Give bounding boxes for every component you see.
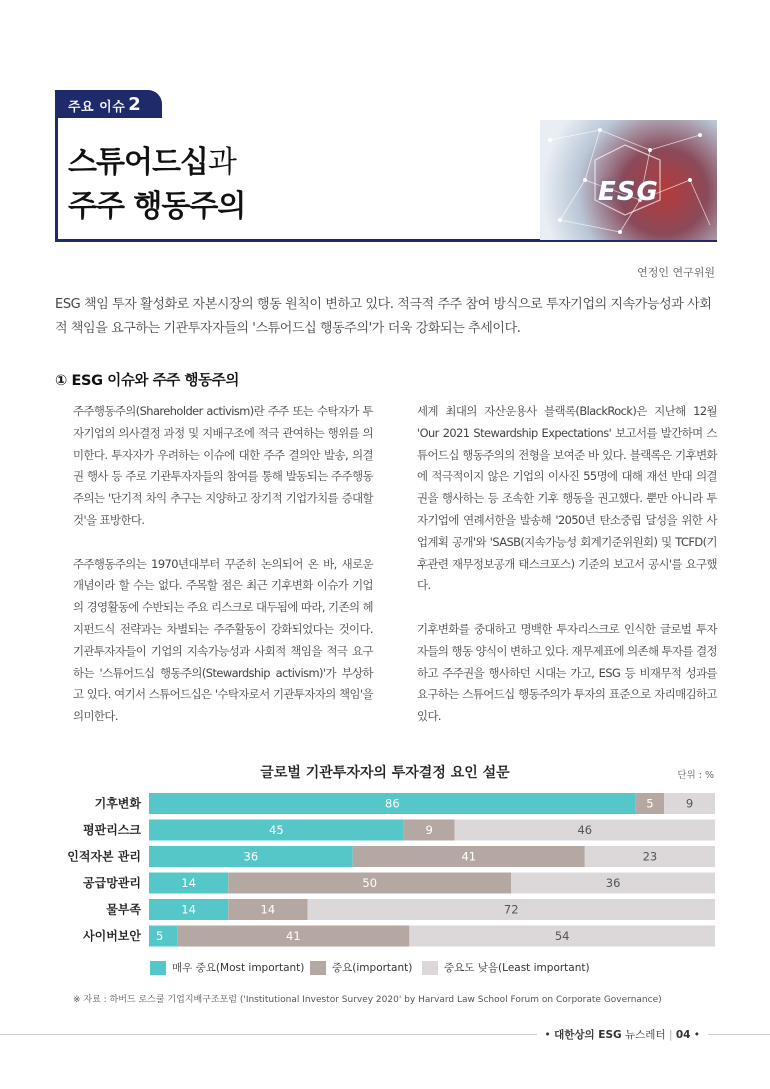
issue-tag-label: 주요 이슈 <box>68 100 126 115</box>
legend-item-least-important <box>422 960 590 975</box>
legend-item-most-important <box>150 960 304 975</box>
footer-newsletter: 뉴스레터 <box>625 1029 666 1041</box>
legend-item-important <box>310 960 412 975</box>
bar-value-label: 9 <box>425 823 433 837</box>
footer-bullet-right: • <box>693 1029 700 1041</box>
bar-value-label: 36 <box>243 849 259 864</box>
esg-hero-label: ESG <box>598 177 659 207</box>
stacked-bar-chart <box>0 785 770 950</box>
right-paragraph-1: 세계 최대의 자산운용사 블랙록(BlackRock)은 지난해 12월 'Our 2021 Stewardship Expectations' 보고서를 발간하며 스튜어드십 행동주의의 전형을 보여준 바 있다. 블랙록은 기후변화에 적극적이지 않은 기업의 이사진 55명에 대해 재선 반대 의결권을 행사하는 등 조속한 기후 행동을 권고했다. 뿐만 아니라 투자기업에 연례서한을 발송해 '2050년 탄소중립 달성을 위한 사업계획 공개'와 'SASB(지속가능성 회계기준위원회) 및 TCFD(기후관련 재무정보공개 태스크포스) 기준의 보고서 공시'를 요구했다. <box>417 404 717 593</box>
legend-label-most-important: 매우 중요(Most important) <box>172 962 305 974</box>
legend-swatch-least-important <box>422 961 438 975</box>
title-line1-bold: 스튜어드십 <box>68 145 208 180</box>
chart-source: ※ 자료 : 하버드 로스쿨 기업지배구조포럼 ('Institutional Investor Survey 2020' by Harvard Law School Forum on Corporate Governance) <box>73 995 662 1005</box>
bar-value-label: 86 <box>385 796 400 811</box>
category-label: 공급망관리 <box>83 876 141 890</box>
bar-value-label: 5 <box>646 796 654 811</box>
footer-bullet-left: • <box>544 1029 551 1041</box>
bar-value-label: 72 <box>503 902 519 917</box>
bar-value-label: 5 <box>156 929 164 943</box>
left-paragraph-1: 주주행동주의(Shareholder activism)란 주주 또는 수탁자가 투자기업의 의사결정 과정 및 지배구조에 적극 관여하는 행위를 의미한다. 투자자가 우려하는 이슈에 대한 주주 결의안 발송, 의결권 행사 등 주로 기관투자자들의 참여를 통해 발동되는 주주행동주의는 '단기적 차익 추구는 지양하고 장기적 기업가치를 증대할 것'을 표방한다. <box>73 404 373 527</box>
left-column <box>73 401 373 750</box>
bar-value-label: 14 <box>181 902 196 917</box>
bar-value-label: 23 <box>642 849 658 864</box>
bar-value-label: 45 <box>269 823 284 837</box>
bar-value-label: 54 <box>554 929 570 943</box>
legend-label-important: 중요(important) <box>332 962 413 974</box>
chart-unit: 단위 : % <box>677 770 714 781</box>
issue-tag <box>55 90 162 118</box>
category-label: 인적자본 관리 <box>67 849 141 864</box>
bar-value-label: 14 <box>181 876 196 890</box>
footer-separator: | <box>668 1029 673 1041</box>
bar-value-label: 36 <box>605 876 621 890</box>
bar-value-label: 41 <box>286 929 301 943</box>
footer-publication: 대한상의 ESG <box>554 1029 622 1041</box>
chart-title: 글로벌 기관투자자의 투자결정 요인 설문 <box>260 765 510 781</box>
lead-paragraph: ESG 책임 투자 활성화로 자본시장의 행동 원칙이 변하고 있다. 적극적 주주 참여 방식으로 투자기업의 지속가능성과 사회적 책임을 요구하는 기관투자자들의 '스튜어드십 행동주의'가 더욱 강화되는 추세이다. <box>55 297 712 336</box>
page-footer <box>537 1027 708 1042</box>
category-label: 사이버보안 <box>83 929 141 943</box>
author-byline: 연정인 연구위원 <box>637 266 715 279</box>
category-label: 물부족 <box>106 902 141 917</box>
right-column <box>417 401 717 750</box>
issue-tag-number: 2 <box>128 94 142 115</box>
footer-page-number: 04 <box>675 1029 691 1041</box>
page-title <box>68 141 245 229</box>
legend-swatch-important <box>310 961 326 975</box>
category-label: 평판리스크 <box>83 823 141 837</box>
bar-value-label: 41 <box>461 849 477 864</box>
left-paragraph-2: 주주행동주의는 1970년대부터 꾸준히 논의되어 온 바, 새로운 개념이라 할 수는 없다. 주목할 점은 최근 기후변화 이슈가 기업의 경영활동에 수반되는 주요 리스크로 대두됨에 따라, 기존의 헤지펀드식 전략과는 차별되는 주주활동이 강화되었다는 것이다. 기관투자자들이 기업의 지속가능성과 사회적 책임을 적극 요구하는 '스튜어드십 행동주의(Stewardship activism)'가 부상하고 있다. 여기서 스튜어드십은 '수탁자로서 기관투자자의 책임'을 의미한다. <box>73 556 373 724</box>
section-heading: ① ESG 이슈와 주주 행동주의 <box>55 373 239 389</box>
bar-value-label: 46 <box>577 823 593 837</box>
bar-value-label: 14 <box>260 902 276 917</box>
title-line1-light: 과 <box>207 145 236 180</box>
bar-value-label: 9 <box>685 796 694 811</box>
legend-swatch-most-important <box>150 961 166 975</box>
category-label: 기후변화 <box>94 796 141 811</box>
legend-label-least-important: 중요도 낮음(Least important) <box>444 962 590 974</box>
title-line2: 주주 행동주의 <box>68 189 246 224</box>
bar-value-label: 50 <box>362 876 378 890</box>
right-paragraph-2: 기후변화를 중대하고 명백한 투자리스크로 인식한 글로벌 투자자들의 행동 양식이 변하고 있다. 재무제표에 의존해 투자를 결정하고 주주권을 행사하던 시대는 가고, ESG 등 비재무적 성과를 요구하는 스튜어드십 행동주의가 투자의 표준으로 자리매김하고 있다. <box>417 621 717 724</box>
